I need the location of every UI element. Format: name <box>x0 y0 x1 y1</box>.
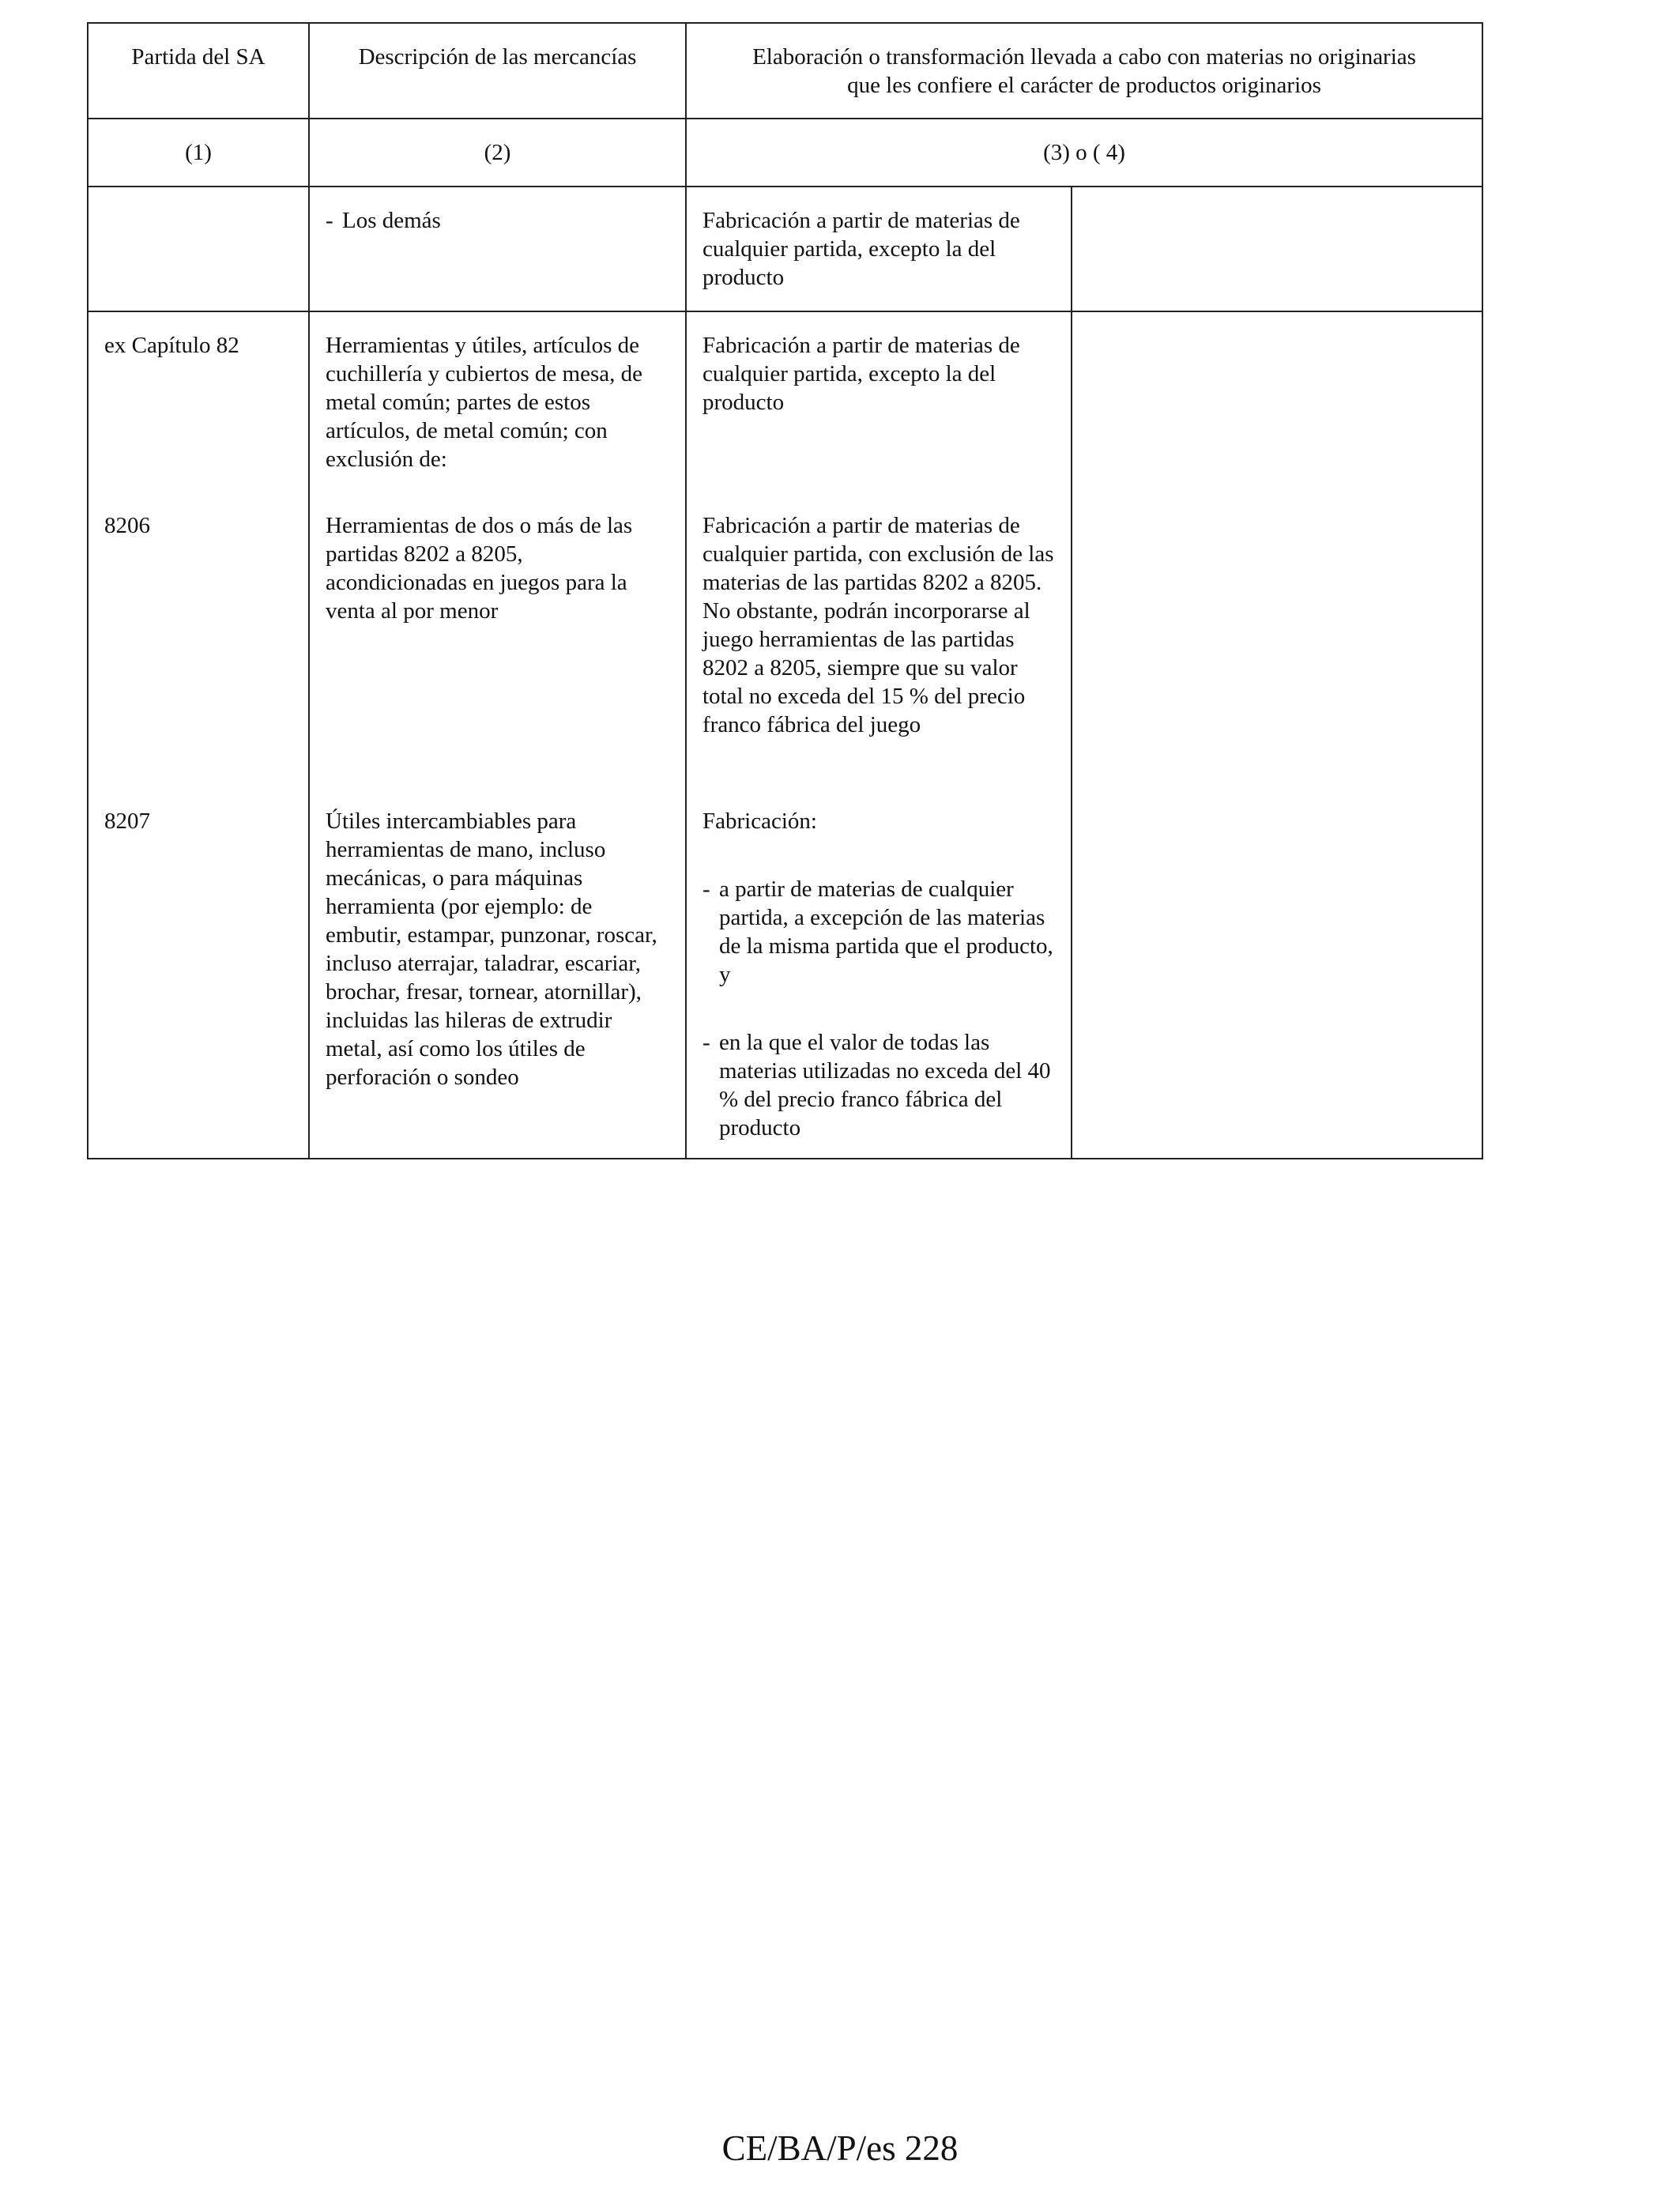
dash-list-item <box>703 1028 1055 1142</box>
partida-8207: 8207 <box>104 809 150 834</box>
cell-column-4 <box>1072 311 1482 1159</box>
descripcion-text: Los demás <box>342 208 441 233</box>
header-descripcion: Descripción de las mercancías <box>309 23 686 119</box>
table-header-row <box>88 23 1482 119</box>
dash-marker: - <box>703 876 710 902</box>
elaboracion-8206: Fabricación a partir de materias de cualquier partida, con exclusión de las materias de las partidas 8202 a 8205. No obstante, podrán incorporarse al juego herramientas de las partidas 8202 a 8205, siempre que su valor total no exceda del 15 % del precio franco fábrica del juego <box>703 513 1054 737</box>
page-footer-reference: CE/BA/P/es 228 <box>721 2128 959 2168</box>
table-row <box>88 187 1482 311</box>
descripcion-ex-82: Herramientas y útiles, artículos de cuchillería y cubiertos de mesa, de metal común; partes de estos artículos, de metal común; con exclusión de: <box>326 333 643 472</box>
partida-ex-82: ex Capítulo 82 <box>104 333 239 358</box>
dash-list-item <box>326 206 669 235</box>
elaboracion-8207-intro: Fabricación: <box>703 809 817 834</box>
header-elaboracion-line2: que les confiere el carácter de productos originarios <box>847 73 1321 98</box>
header-elaboracion-line1: Elaboración o transformación llevada a cabo con materias no originarias <box>752 44 1416 70</box>
header-elaboracion <box>686 23 1482 119</box>
rules-of-origin-table <box>87 22 1483 1159</box>
cell-elaboracion: Fabricación a partir de materias de cualquier partida, excepto la del producto <box>686 187 1072 311</box>
descripcion-8207: Útiles intercambiables para herramientas de mano, incluso mecánicas, o para máquinas herramienta (por ejemplo: de embutir, estampar, punzonar, roscar, incluso aterrajar, taladrar, escariar, brochar, fresar, tornear, atornillar), incluidas las hileras de extrudir metal, así como los útiles de perforación o sondeo <box>326 809 657 1090</box>
descripcion-8206: Herramientas de dos o más de las partidas 8202 a 8205, acondicionadas en juegos para la venta al por menor <box>326 513 633 624</box>
dash-marker: - <box>326 208 333 233</box>
header-partida: Partida del SA <box>88 23 309 119</box>
cell-descripcion <box>309 311 686 1159</box>
partida-8206: 8206 <box>104 513 150 538</box>
elaboracion-ex-82: Fabricación a partir de materias de cualquier partida, excepto la del producto <box>703 333 1020 415</box>
dash-marker: - <box>703 1030 710 1055</box>
column-number-1: (1) <box>88 119 309 187</box>
column-number-2: (2) <box>309 119 686 187</box>
cell-descripcion <box>309 187 686 311</box>
cell-elaboracion <box>686 311 1072 1159</box>
elaboracion-8207-item-1: a partir de materias de cualquier partida, a excepción de las materias de la misma partida que el producto, y <box>719 876 1053 987</box>
cell-partida <box>88 187 309 311</box>
cell-partida <box>88 311 309 1159</box>
dash-list-item <box>703 875 1055 989</box>
column-number-row <box>88 119 1482 187</box>
table-row <box>88 311 1482 1159</box>
column-number-3-4: (3) o ( 4) <box>686 119 1482 187</box>
cell-column-4 <box>1072 187 1482 311</box>
elaboracion-8207-item-2: en la que el valor de todas las materias utilizadas no exceda del 40 % del precio franco fábrica del producto <box>719 1030 1051 1140</box>
